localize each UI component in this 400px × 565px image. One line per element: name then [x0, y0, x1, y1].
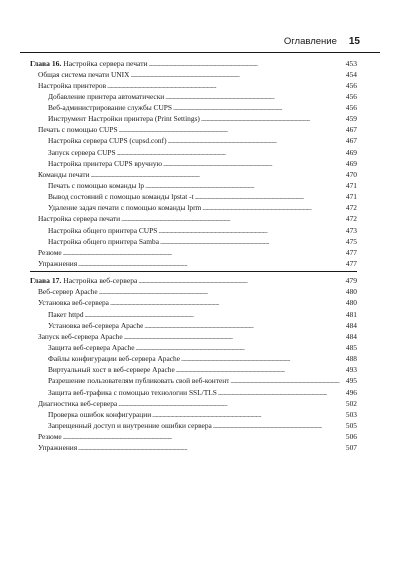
toc-entry-page: 475 — [345, 236, 357, 246]
toc-entry-page: 453 — [345, 58, 357, 68]
toc-entry[interactable] — [30, 320, 357, 331]
toc-entry[interactable] — [30, 135, 357, 146]
chapter-number: Глава 17. — [30, 276, 62, 286]
toc-entry[interactable] — [30, 331, 357, 342]
toc-entry-title: Запрещенный доступ и внутренние ошибки сервера — [48, 421, 212, 430]
leader-dots — [201, 115, 345, 126]
toc-entry-page: 467 — [345, 125, 357, 135]
toc-entry[interactable] — [30, 91, 357, 102]
leader-dots — [149, 60, 345, 71]
toc-entry-page: 473 — [345, 225, 357, 235]
toc-entry[interactable] — [30, 247, 357, 258]
toc-entry-title: Установка веб-сервера Apache — [48, 320, 144, 330]
toc-entry[interactable] — [30, 225, 357, 236]
toc-entry-title: Резюме — [38, 247, 62, 257]
leader-dots — [63, 433, 345, 444]
leader-dots — [195, 193, 345, 204]
toc-entry[interactable] — [30, 191, 357, 202]
toc-entry[interactable] — [30, 169, 357, 180]
toc-entry-title: Настройка принтеров — [38, 80, 107, 90]
toc-entry-page: 505 — [345, 421, 357, 430]
toc-entry[interactable] — [30, 297, 357, 308]
toc-entry[interactable] — [30, 158, 357, 169]
toc-entry-title: Защита веб-сервера Apache — [48, 343, 135, 353]
toc-entry-title: Упражнения — [38, 259, 78, 269]
toc-entry-page: 470 — [345, 169, 357, 179]
leader-dots — [160, 238, 345, 249]
leader-dots — [158, 227, 345, 238]
toc-entry-title: Удаление задач печати с помощью команды lprm — [48, 203, 202, 213]
toc-entry-title: Добавление принтера автоматически — [48, 91, 165, 101]
toc-entry-page: 484 — [345, 331, 357, 341]
toc-entry-page: 477 — [345, 247, 357, 257]
toc-entry[interactable] — [30, 342, 357, 353]
toc-entry-title: Диагностика веб-сервера — [38, 398, 118, 408]
toc-entry-page: 485 — [345, 343, 357, 353]
toc-entry[interactable] — [30, 398, 357, 409]
toc-entry[interactable] — [30, 102, 357, 113]
toc-entry-title: Настройка принтера CUPS вручную — [48, 158, 163, 168]
toc-entry[interactable] — [30, 69, 357, 80]
header-rule — [20, 52, 380, 53]
toc-entry-title: Печать с помощью CUPS — [38, 125, 118, 135]
toc-entry[interactable] — [30, 286, 357, 297]
toc-entry-page: 480 — [345, 287, 357, 297]
toc-entry[interactable] — [30, 124, 357, 135]
toc-entry-page: 479 — [345, 276, 357, 286]
toc-entry-title: Резюме — [38, 432, 62, 442]
leader-dots — [163, 160, 345, 171]
toc-entry-title: Пакет httpd — [48, 309, 84, 319]
toc-entry[interactable] — [30, 180, 357, 191]
toc-entry-title: Настройка общего принтера Samba — [48, 236, 159, 246]
page-number: 15 — [348, 36, 360, 47]
toc-entry-title: Разрешение пользователям публиковать свой веб-контент — [48, 376, 230, 386]
page-header — [284, 36, 360, 47]
leader-dots — [124, 333, 345, 344]
toc-entry-page: 471 — [345, 192, 357, 202]
leader-dots — [78, 260, 345, 271]
toc-entry-page: 502 — [345, 398, 357, 408]
toc-entry-title: Настройка сервера печати — [38, 214, 121, 224]
leader-dots — [202, 204, 345, 215]
leader-dots — [99, 288, 345, 299]
toc-entry-title: Веб-сервер Apache — [38, 287, 98, 297]
toc-entry-page: 471 — [345, 181, 357, 191]
leader-dots — [230, 377, 344, 388]
toc-entry[interactable] — [30, 442, 357, 453]
toc-entry-page: 456 — [345, 80, 357, 90]
toc-entry-title: Упражнения — [38, 443, 78, 453]
toc-entry[interactable] — [30, 236, 357, 247]
toc-entry-title: Вывод состояний с помощью команды lpstat -t — [48, 192, 194, 202]
toc-entry[interactable] — [30, 309, 357, 320]
toc-entry[interactable] — [30, 364, 357, 375]
toc-entry-title: Настройка общего принтера CUPS — [48, 225, 158, 235]
toc-entry-page: 495 — [345, 376, 357, 386]
toc-entry-title: Печать с помощью команды lp — [48, 181, 145, 191]
leader-dots — [130, 71, 344, 82]
running-title: Оглавление — [283, 36, 337, 47]
toc-entry[interactable] — [30, 213, 357, 224]
leader-dots — [63, 249, 345, 260]
toc-entry-page: 477 — [345, 259, 357, 269]
toc-entry-title: Запуск веб-сервера Apache — [38, 331, 123, 341]
toc-entry-page: 454 — [345, 69, 357, 79]
toc-entry-title: Инструмент Настройки принтера (Print Settings) — [48, 114, 200, 124]
toc-entry-page: 467 — [345, 136, 357, 146]
toc-entry[interactable] — [30, 353, 357, 364]
chapter-divider — [30, 271, 357, 272]
toc-entry[interactable] — [30, 258, 357, 269]
toc-entry-title — [30, 58, 148, 69]
leader-dots — [110, 299, 345, 310]
toc-entry[interactable] — [30, 147, 357, 158]
toc-entry[interactable] — [30, 431, 357, 442]
table-of-contents — [30, 58, 357, 454]
toc-entry-title: Защита веб-трафика с помощью технологии SSL/TLS — [48, 387, 217, 397]
toc-entry[interactable] — [30, 375, 357, 386]
toc-entry-title: Файлы конфигурации веб-сервера Apache — [48, 354, 181, 364]
toc-entry-title: Настройка сервера CUPS (cupsd.conf) — [48, 136, 167, 146]
toc-entry-page: 472 — [345, 214, 357, 224]
toc-entry[interactable] — [30, 387, 357, 398]
leader-dots — [78, 444, 345, 455]
leader-dots — [138, 277, 344, 288]
leader-dots — [213, 422, 345, 433]
toc-entry-page: 484 — [345, 320, 357, 330]
toc-entry-title: Веб-администрирование службы CUPS — [48, 103, 173, 113]
toc-chapter-entry[interactable] — [30, 275, 357, 286]
toc-entry-page: 488 — [345, 354, 357, 364]
toc-entry-page: 469 — [345, 158, 357, 168]
toc-entry-title: Общая система печати UNIX — [38, 69, 130, 79]
leader-dots — [118, 400, 345, 411]
leader-dots — [168, 137, 345, 148]
toc-entry-page: 503 — [345, 409, 357, 419]
toc-entry[interactable] — [30, 113, 357, 124]
toc-entry[interactable] — [30, 420, 357, 431]
toc-entry-page: 506 — [345, 432, 357, 442]
toc-entry-title: Проверка ошибок конфигурации — [48, 409, 152, 419]
leader-dots — [165, 93, 345, 104]
chapter-number: Глава 16. — [30, 58, 62, 68]
toc-entry-page: 459 — [345, 114, 357, 124]
toc-entry-page: 481 — [345, 309, 357, 319]
toc-entry-page: 456 — [345, 91, 357, 101]
toc-entry-title: Виртуальный хост в веб-сервере Apache — [48, 365, 175, 375]
toc-chapter-entry[interactable] — [30, 58, 357, 69]
toc-entry-page: 469 — [345, 147, 357, 157]
toc-entry-page: 472 — [345, 203, 357, 213]
toc-entry[interactable] — [30, 80, 357, 91]
toc-entry[interactable] — [30, 409, 357, 420]
leader-dots — [181, 355, 345, 366]
toc-entry-page: 496 — [345, 387, 357, 397]
leader-dots — [218, 389, 345, 400]
toc-entry-page: 480 — [345, 298, 357, 308]
toc-entry-page: 456 — [345, 103, 357, 113]
toc-entry-title — [30, 275, 137, 286]
chapter-title: Настройка сервера печати — [61, 58, 148, 68]
chapter-title: Настройка веб-сервера — [61, 276, 138, 286]
toc-entry-title: Команды печати — [38, 169, 90, 179]
toc-entry-title: Установка веб-сервера — [38, 298, 109, 308]
toc-entry[interactable] — [30, 202, 357, 213]
leader-dots — [144, 322, 345, 333]
toc-entry-page: 493 — [345, 365, 357, 375]
toc-entry-page: 507 — [345, 443, 357, 453]
toc-entry-title: Запуск сервера CUPS — [48, 147, 116, 157]
